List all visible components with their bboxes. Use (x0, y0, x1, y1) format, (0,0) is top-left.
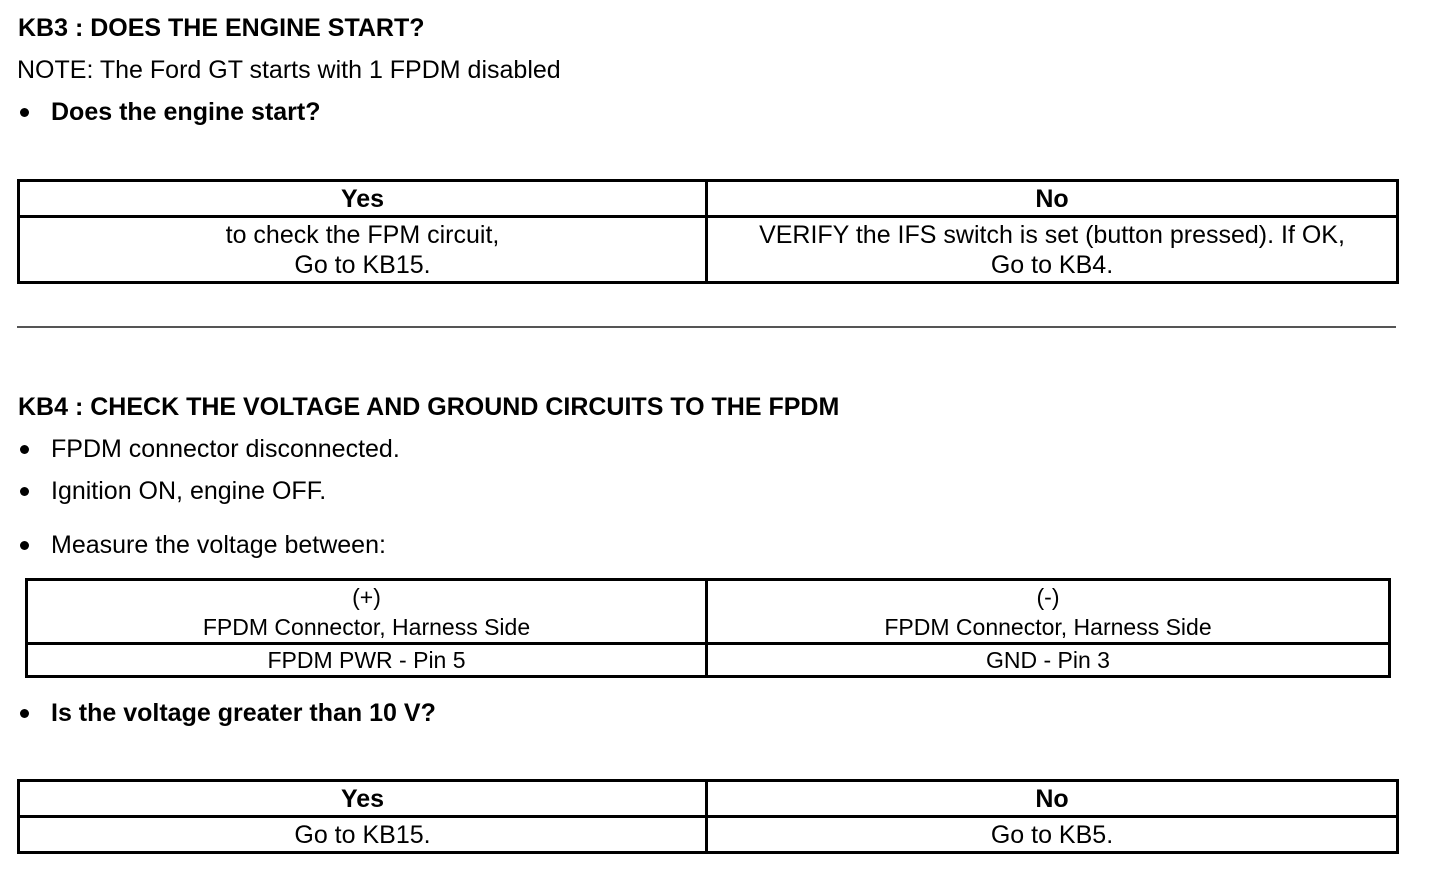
kb4-step-1-text: FPDM connector disconnected. (51, 435, 400, 463)
kb4-negative-pin: GND - Pin 3 (707, 644, 1390, 677)
negative-symbol: (-) (1036, 583, 1060, 610)
bullet-icon (20, 108, 29, 117)
kb4-positive-header (27, 580, 707, 644)
kb3-yes-cell (19, 217, 707, 283)
bullet-icon (20, 487, 29, 496)
kb4-title: KB4 : CHECK THE VOLTAGE AND GROUND CIRCUITS TO THE FPDM (18, 393, 840, 421)
kb3-no-cell (707, 217, 1398, 283)
kb4-step-3 (16, 530, 386, 560)
kb4-step-1 (16, 434, 400, 464)
section-divider (17, 326, 1396, 328)
kb3-yes-line2: Go to KB15. (294, 250, 431, 279)
bullet-icon (20, 541, 29, 550)
kb3-no-header: No (707, 181, 1398, 217)
kb3-no-line1: VERIFY the IFS switch is set (button pressed). If OK, (759, 220, 1345, 249)
kb4-question-text: Is the voltage greater than 10 V? (51, 699, 436, 727)
negative-connector-label: FPDM Connector, Harness Side (884, 613, 1212, 640)
kb4-step-3-text: Measure the voltage between: (51, 531, 386, 559)
kb3-question (16, 97, 321, 127)
kb3-no-line2: Go to KB4. (990, 250, 1114, 279)
kb4-no-header: No (707, 781, 1398, 817)
kb4-measurement-table (25, 578, 1391, 678)
kb4-step-2-text: Ignition ON, engine OFF. (51, 477, 327, 505)
positive-connector-label: FPDM Connector, Harness Side (202, 613, 531, 640)
kb4-no-action: Go to KB5. (707, 817, 1398, 853)
kb3-decision-table (17, 179, 1399, 284)
kb3-title: KB3 : DOES THE ENGINE START? (18, 14, 425, 42)
kb4-decision-table (17, 779, 1399, 854)
kb3-yes-line1: to check the FPM circuit, (225, 220, 500, 249)
kb4-yes-header: Yes (19, 781, 707, 817)
kb3-note: NOTE: The Ford GT starts with 1 FPDM disabled (17, 56, 561, 84)
bullet-icon (20, 709, 29, 718)
bullet-icon (20, 445, 29, 454)
kb4-yes-action: Go to KB15. (19, 817, 707, 853)
kb3-yes-header: Yes (19, 181, 707, 217)
kb4-question (16, 698, 436, 728)
kb4-negative-header (707, 580, 1390, 644)
kb4-positive-pin: FPDM PWR - Pin 5 (27, 644, 707, 677)
kb4-step-2 (16, 476, 326, 506)
kb3-question-text: Does the engine start? (51, 98, 321, 126)
positive-symbol: (+) (352, 583, 381, 610)
